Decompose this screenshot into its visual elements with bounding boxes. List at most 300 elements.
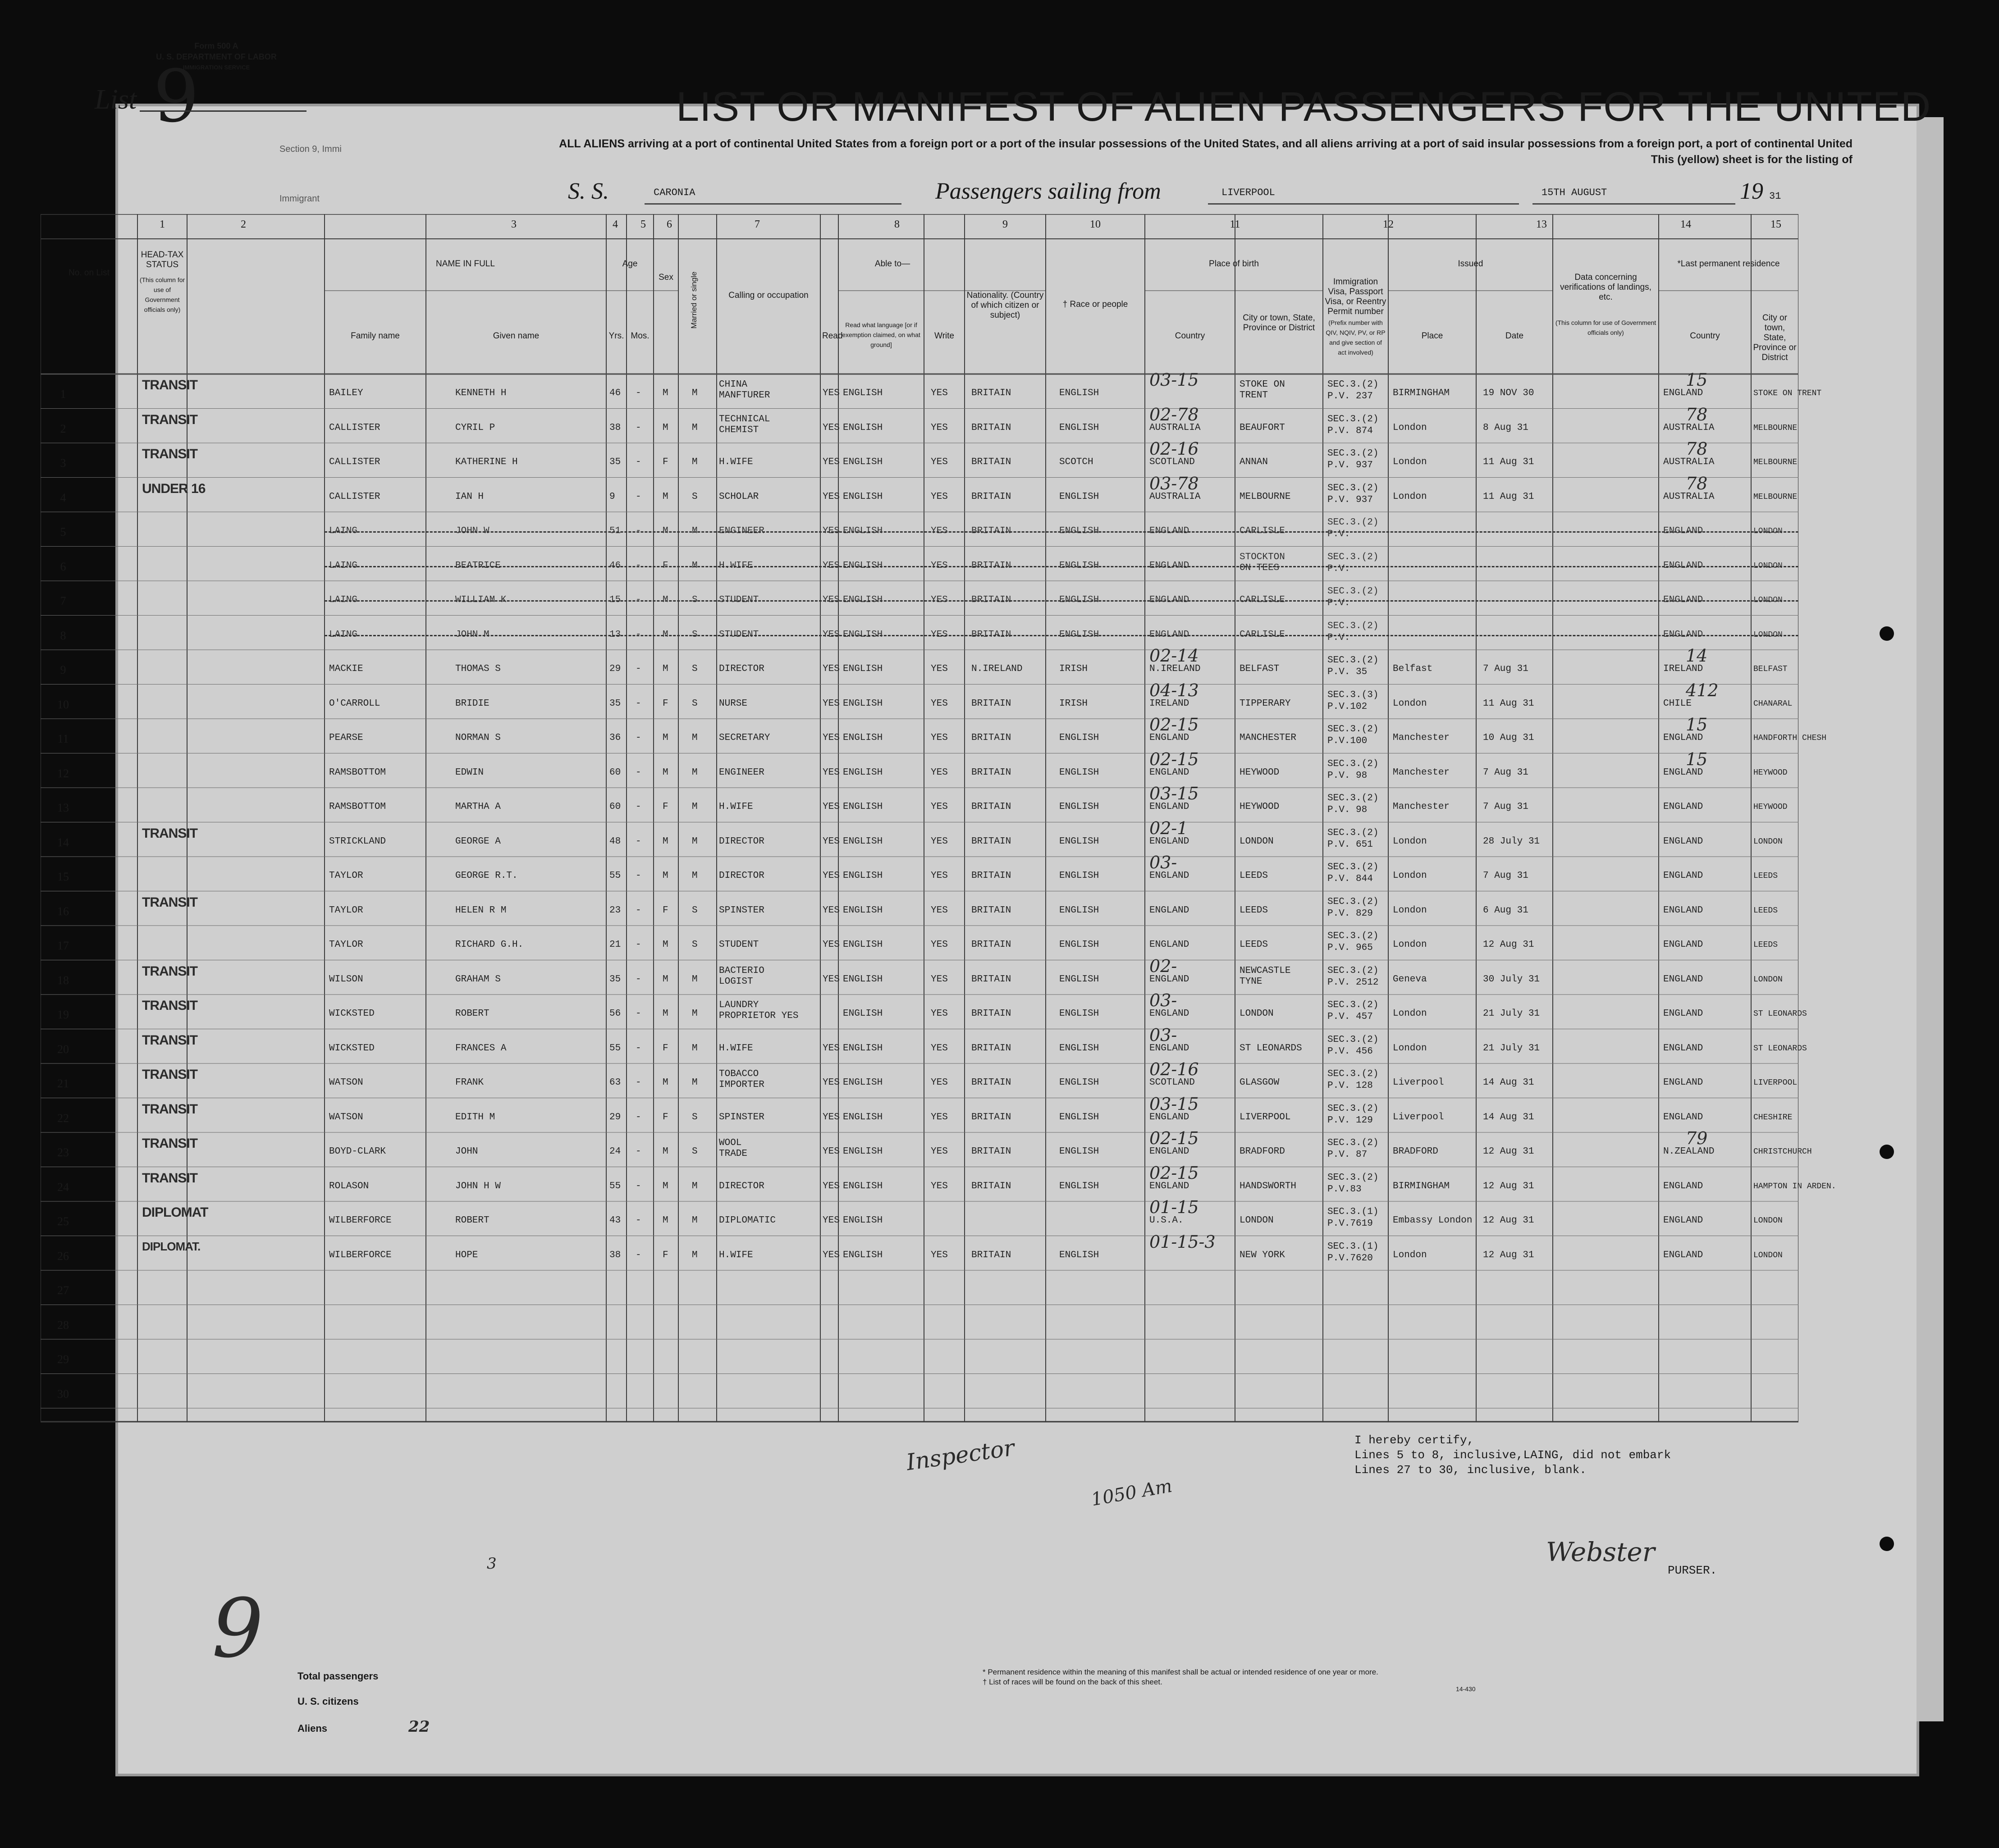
visa-number: P.V. 937 [1327,460,1373,470]
birth-country: ENGLAND [1149,1112,1189,1122]
race: ENGLISH [1059,940,1099,950]
residence-country: ENGLAND [1663,871,1703,881]
sex: F [663,905,668,916]
sex: M [663,767,668,778]
row-number: 24 [57,1180,69,1194]
read-language: ENGLISH [843,422,883,433]
row-number: 17 [57,939,69,953]
residence-country: ENGLAND [1663,1181,1703,1191]
header-res-country: Country [1690,331,1720,341]
handwritten-code: 02-15 [1149,749,1199,769]
head-tax-stamp: TRANSIT [142,1136,197,1151]
handwritten-code: 03- [1149,853,1177,872]
read-language: ENGLISH [843,664,883,675]
given-name: BRIDIE [455,698,489,709]
family-name: WICKSTED [329,1043,375,1054]
family-name: PEARSE [329,733,363,744]
visa-number: P.V. 457 [1327,1012,1373,1022]
sex: M [663,836,668,847]
birth-country: ENGLAND [1149,767,1189,778]
row-number: 1 [60,388,66,401]
residence-city: LONDON [1753,1216,1783,1226]
birth-country: ENGLAND [1149,1146,1189,1157]
residence-city: HEYWOOD [1753,803,1788,812]
age-years: 60 [609,802,621,812]
issued-date: 6 Aug 31 [1483,905,1528,916]
handwritten-code: 02-15 [1149,1128,1199,1148]
handwritten-code: 01-15 [1149,1197,1199,1217]
purser-label: PURSER. [1668,1564,1717,1577]
birth-city: TRENT [1240,390,1268,401]
handwritten-code: 03-15 [1149,370,1199,390]
birth-country: ENGLAND [1149,940,1189,950]
nationality: BRITAIN [971,1043,1011,1054]
visa-number: SEC.3.(2) [1327,586,1379,597]
purser-certification: I hereby certify, Lines 5 to 8, inclusive,LAING, did not embark Lines 27 to 30, inclusive, blank. [1354,1433,1671,1477]
can-write: YES [931,1181,948,1191]
age-years: 36 [609,733,621,744]
port-underline [1208,203,1519,205]
occupation: ENGINEER [719,767,764,778]
age-months: - [636,905,641,916]
birth-city: MANCHESTER [1240,733,1297,744]
header-sex: Sex [659,273,673,282]
sex: M [663,733,668,744]
age-months: - [636,1043,641,1054]
age-months: - [636,1146,641,1157]
can-read: YES [823,388,840,399]
marital-status: M [692,871,698,881]
can-write: YES [931,733,948,744]
head-tax-stamp: TRANSIT [142,1101,197,1117]
occupation: LOGIST [719,976,753,987]
issued-place: Embassy London [1393,1215,1473,1226]
visa-number: SEC.3.(2) [1327,1138,1379,1148]
residence-city: HAMPTON IN ARDEN. [1753,1182,1836,1191]
visa-number: SEC.3.(2) [1327,862,1379,872]
residence-city: CHRISTCHURCH [1753,1147,1812,1157]
occupation: WOOL [719,1138,742,1148]
marital-status: S [692,595,698,606]
head-tax-stamp: UNDER 16 [142,481,206,496]
age-years: 35 [609,457,621,468]
can-read: YES [823,595,840,606]
residence-country: ENGLAND [1663,1250,1703,1260]
family-name: ROLASON [329,1181,369,1191]
race: ENGLISH [1059,629,1099,640]
age-months: - [636,1008,641,1019]
row-number: 2 [60,422,66,435]
binder-hole [1880,1145,1894,1159]
form-code: 14-430 [1456,1685,1476,1693]
issued-date: 12 Aug 31 [1483,940,1534,950]
age-months: - [636,836,641,847]
read-language: ENGLISH [843,1077,883,1088]
handwritten-code: 03-78 [1149,473,1199,493]
can-write: YES [931,1077,948,1088]
footnotes [983,1667,1378,1687]
row-number: 6 [60,560,66,573]
sex: M [663,422,668,433]
residence-city: MELBOURNE [1753,423,1798,433]
residence-city: CHANARAL [1753,699,1793,708]
row-number: 25 [57,1215,69,1228]
column-number: 4 [613,219,618,230]
header-head-tax-note: (This column for use of Government officials only) [139,276,185,313]
given-name: HELEN R M [455,905,507,916]
can-read: YES [823,974,840,985]
sex: M [663,940,668,950]
birth-city: HEYWOOD [1240,767,1280,778]
age-years: 46 [609,388,621,399]
birth-country: ENGLAND [1149,560,1189,571]
visa-number: P.V. [1327,563,1350,574]
head-tax-stamp: TRANSIT [142,1170,197,1186]
read-language: ENGLISH [843,1043,883,1054]
birth-country: ENGLAND [1149,1043,1189,1054]
handwritten-code: 03- [1149,1025,1177,1045]
handwritten-code: 02-15 [1149,1163,1199,1183]
header-place-of-birth: Place of birth [1209,259,1259,269]
age-months: - [636,1250,641,1260]
residence-country: ENGLAND [1663,1008,1703,1019]
given-name: KENNETH H [455,388,507,399]
nationality: BRITAIN [971,871,1011,881]
sex: F [663,698,668,709]
residence-country: IRELAND [1663,664,1703,675]
residence-city: LEEDS [1753,906,1778,915]
read-language: ENGLISH [843,733,883,744]
column-number: 5 [640,219,646,230]
us-citizens-label: U. S. citizens [297,1696,359,1707]
family-name: RAMSBOTTOM [329,802,386,812]
race: ENGLISH [1059,871,1099,881]
age-years: 55 [609,871,621,881]
visa-number: SEC.3.(2) [1327,448,1379,459]
given-name: FRANK [455,1077,484,1088]
column-number: 8 [894,219,900,230]
residence-country: ENGLAND [1663,388,1703,399]
row-number: 15 [57,870,69,884]
header-mos: Mos. [631,331,650,341]
time-note: 1050 Am [1089,1475,1174,1510]
age-years: 46 [609,560,621,571]
given-name: MARTHA A [455,802,501,812]
family-name: CALLISTER [329,491,380,502]
age-months: - [636,560,641,571]
sex: M [663,1008,668,1019]
issued-date: 12 Aug 31 [1483,1250,1534,1260]
row-number: 27 [57,1284,69,1297]
nationality: BRITAIN [971,1008,1011,1019]
birth-city: LONDON [1240,1008,1274,1019]
occupation: ENGINEER [719,526,764,537]
occupation: CHEMIST [719,424,759,435]
header-res-city: City or town, State, Province or District [1753,313,1797,362]
head-tax-stamp: TRANSIT [142,447,197,462]
read-language: ENGLISH [843,1215,883,1226]
issued-place: Liverpool [1393,1112,1444,1122]
family-name: TAYLOR [329,871,363,881]
visa-number: SEC.3.(2) [1327,1069,1379,1079]
birth-city: CARLISLE [1240,526,1285,537]
nationality: BRITAIN [971,629,1011,640]
subtitle-line-2: This (yellow) sheet is for the listing of [1651,153,1853,166]
handwritten-code: 78 [1686,473,1708,493]
ss-label: S. S. [568,178,609,204]
head-tax-stamp: DIPLOMAT. [142,1239,201,1253]
birth-city: LIVERPOOL [1240,1112,1291,1122]
birth-city: TIPPERARY [1240,698,1291,709]
read-language: ENGLISH [843,1112,883,1122]
visa-number: P.V. 651 [1327,839,1373,850]
read-language: ENGLISH [843,457,883,468]
list-number: 9 [153,54,199,138]
residence-city: LONDON [1753,1250,1783,1260]
marital-status: S [692,629,698,640]
column-number: 12 [1383,219,1394,230]
given-name: ROBERT [455,1215,489,1226]
nationality: BRITAIN [971,905,1011,916]
read-language: ENGLISH [843,491,883,502]
birth-country: ENGLAND [1149,733,1189,744]
handwritten-code: 01-15-3 [1149,1232,1216,1252]
visa-number: P.V. 965 [1327,943,1373,953]
issued-date: 12 Aug 31 [1483,1146,1534,1157]
header-race: † Race or people [1062,300,1128,309]
header-residence: *Last permanent residence [1677,259,1780,269]
marital-status: S [692,698,698,709]
header-age: Age [622,259,638,269]
residence-country: ENGLAND [1663,905,1703,916]
nationality: BRITAIN [971,1181,1011,1191]
age-years: 38 [609,1250,621,1260]
sex: M [663,664,668,675]
header-name-in-full: NAME IN FULL [436,259,495,269]
visa-number: P.V. 829 [1327,908,1373,919]
can-write: YES [931,1008,948,1019]
handwritten-code: 03-15 [1149,1094,1199,1114]
visa-number: SEC.3.(2) [1327,965,1379,976]
sex: M [663,1146,668,1157]
can-write: YES [931,1043,948,1054]
form-number: Form 500 A [194,41,238,50]
birth-country: ENGLAND [1149,629,1189,640]
visa-number: P.V. [1327,598,1350,608]
can-write: YES [931,1250,948,1260]
head-tax-stamp: TRANSIT [142,1067,197,1082]
row-number: 7 [60,594,66,608]
marital-status: M [692,836,698,847]
given-name: EDITH M [455,1112,495,1122]
given-name: EDWIN [455,767,484,778]
can-read: YES [823,767,840,778]
age-years: 48 [609,836,621,847]
visa-number: P.V. 237 [1327,391,1373,402]
family-name: CALLISTER [329,457,380,468]
issued-place: London [1393,422,1427,433]
nationality: BRITAIN [971,457,1011,468]
marital-status: M [692,1250,698,1260]
marital-status: M [692,974,698,985]
subtitle-line-1: ALL ALIENS arriving at a port of continental United States from a foreign port or a port of the insular possessions of the United States, and all aliens arriving at a port of said insular possessions from a foreign port, a port of continental United [559,137,1853,150]
voyage-line [451,178,1848,210]
issued-date: 7 Aug 31 [1483,802,1528,812]
can-write: YES [931,905,948,916]
ship-name: CARONIA [654,187,695,198]
occupation: SECRETARY [719,733,770,744]
row-number: 18 [57,973,69,987]
nationality: BRITAIN [971,560,1011,571]
read-language: ENGLISH [843,1250,883,1260]
header-landings: Data concerning verifications of landings, etc. [1560,273,1651,302]
row-number: 23 [57,1146,69,1159]
age-years: 56 [609,1008,621,1019]
head-tax-stamp: DIPLOMAT [142,1205,208,1220]
residence-country: CHILE [1663,698,1692,709]
age-years: 43 [609,1215,621,1226]
year-prefix: 19 [1740,178,1763,204]
age-months: - [636,940,641,950]
marital-status: M [692,526,698,537]
visa-number: P.V. 98 [1327,805,1368,815]
head-tax-stamp: TRANSIT [142,412,197,427]
sex: F [663,457,668,468]
header-write: Write [934,331,954,341]
residence-city: ST LEONARDS [1753,1009,1807,1019]
read-language: ENGLISH [843,526,883,537]
departure-date: 15TH AUGUST [1542,187,1607,198]
issued-date: 7 Aug 31 [1483,664,1528,675]
given-name: WILLIAM K [455,595,507,606]
residence-city: LONDON [1753,975,1783,984]
residence-country: ENGLAND [1663,1215,1703,1226]
birth-city: GLASGOW [1240,1077,1280,1088]
family-name: STRICKLAND [329,836,386,847]
cancel-strike [325,635,1798,636]
age-months: - [636,629,641,640]
sex: F [663,560,668,571]
issued-date: 7 Aug 31 [1483,767,1528,778]
family-name: MACKIE [329,664,363,675]
ship-underline [645,203,901,205]
can-read: YES [823,1250,840,1260]
marital-status: M [692,1077,698,1088]
can-write: YES [931,940,948,950]
head-tax-stamp: TRANSIT [142,826,197,841]
handwritten-code: 03-15 [1149,784,1199,803]
age-years: 13 [609,629,621,640]
family-name: RAMSBOTTOM [329,767,386,778]
family-name: WILBERFORCE [329,1250,392,1260]
nationality: BRITAIN [971,767,1011,778]
marital-status: M [692,767,698,778]
issued-date: 19 NOV 30 [1483,388,1534,399]
residence-city: MELBOURNE [1753,492,1798,502]
can-write: YES [931,388,948,399]
given-name: KATHERINE H [455,457,518,468]
occupation: STUDENT [719,595,759,606]
column-number: 3 [511,219,517,230]
family-name: LAING [329,526,358,537]
birth-city: BELFAST [1240,664,1280,675]
handwritten-code: 78 [1686,439,1708,459]
issued-place: London [1393,491,1427,502]
race: ENGLISH [1059,491,1099,502]
residence-city: LONDON [1753,630,1783,639]
residence-city: LEEDS [1753,872,1778,881]
visa-number: SEC.3.(2) [1327,517,1379,528]
handwritten-code: 14 [1686,646,1708,666]
age-months: - [636,871,641,881]
can-read: YES [823,1077,840,1088]
read-language: ENGLISH [843,698,883,709]
sheet-edge [1917,117,1944,1721]
sex: M [663,974,668,985]
passenger-table [41,214,1836,1591]
nationality: BRITAIN [971,802,1011,812]
can-read: YES [823,664,840,675]
issued-date: 28 July 31 [1483,836,1540,847]
marital-status: M [692,1043,698,1054]
marital-status: M [692,733,698,744]
handwritten-code: 02-16 [1149,439,1199,459]
visa-number: P.V. [1327,529,1350,539]
birth-city: STOCKTON [1240,552,1285,562]
birth-city: BRADFORD [1240,1146,1285,1157]
can-write: YES [931,871,948,881]
row-number: 11 [57,732,69,746]
row-number: 20 [57,1042,69,1056]
department: U. S. DEPARTMENT OF LABOR [156,52,277,61]
family-name: WATSON [329,1112,363,1122]
age-months: - [636,664,641,675]
occupation: SPINSTER [719,905,764,916]
race: ENGLISH [1059,1250,1099,1260]
birth-country: ENGLAND [1149,802,1189,812]
family-name: CALLISTER [329,422,380,433]
row-number: 5 [60,525,66,539]
handwritten-code: 15 [1686,749,1708,769]
nationality: BRITAIN [971,526,1011,537]
issued-place: Geneva [1393,974,1427,985]
header-city: City or town, State, Province or District [1243,313,1315,333]
marital-status: M [692,1008,698,1019]
footnote-residence: * Permanent residence within the meaning of this manifest shall be actual or intended residence of one year or more. [983,1668,1378,1676]
residence-country: ENGLAND [1663,1112,1703,1122]
visa-number: P.V. 844 [1327,874,1373,884]
nationality: BRITAIN [971,1112,1011,1122]
issued-place: Liverpool [1393,1077,1444,1088]
birth-country: U.S.A. [1149,1215,1184,1226]
residence-city: ST LEONARDS [1753,1044,1807,1053]
can-read: YES [823,733,840,744]
issued-date: 21 July 31 [1483,1008,1540,1019]
row-number: 10 [57,698,69,711]
visa-number: P.V. 937 [1327,494,1373,505]
birth-city: NEW YORK [1240,1250,1285,1260]
visa-number: SEC.3.(2) [1327,621,1379,631]
issued-place: London [1393,1043,1427,1054]
issued-date: 11 Aug 31 [1483,457,1534,468]
visa-number: SEC.3.(2) [1327,931,1379,941]
age-months: - [636,388,641,399]
nationality: BRITAIN [971,836,1011,847]
marital-status: M [692,1215,698,1226]
residence-city: LONDON [1753,527,1783,536]
header-no-on-list: No. on List [69,268,110,278]
head-tax-stamp: TRANSIT [142,894,197,910]
